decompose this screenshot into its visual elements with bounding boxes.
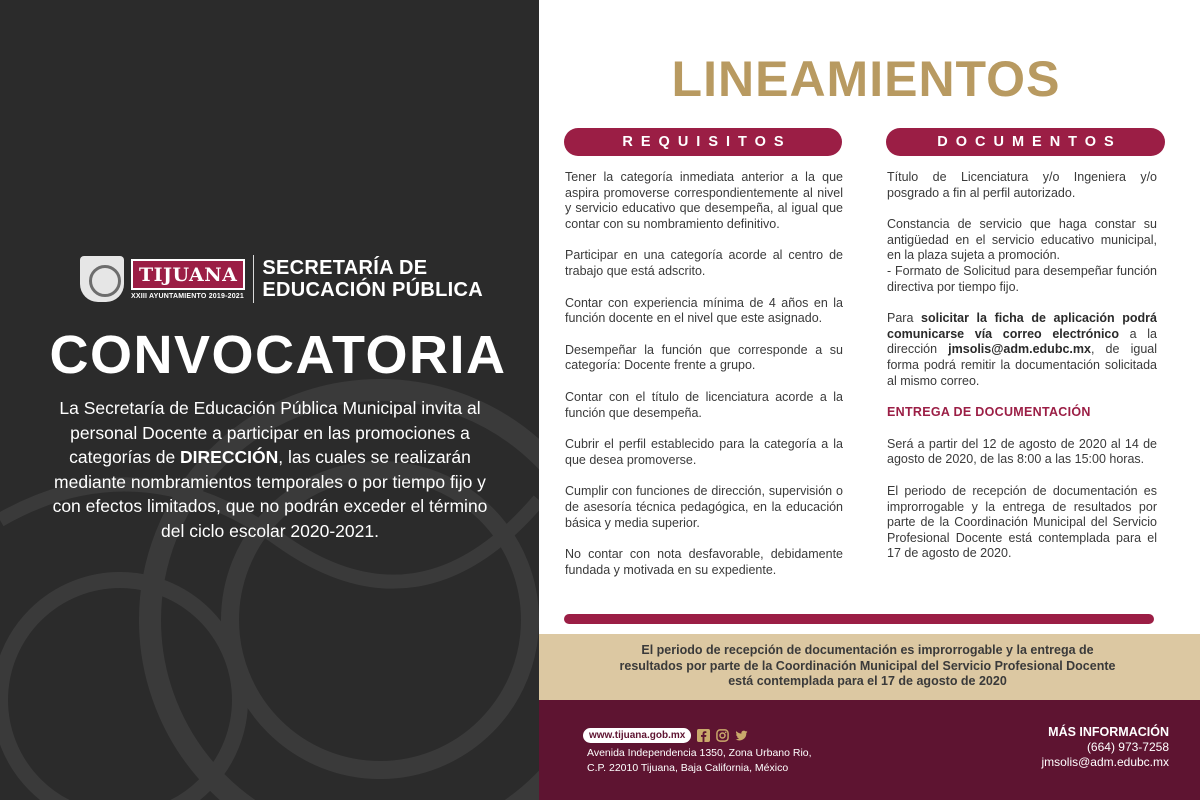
tijuana-logo — [80, 254, 483, 304]
address: Avenida Independencia 1350, Zona Urbano Rio, C.P. 22010 Tijuana, Baja California, México — [587, 747, 812, 774]
intro-paragraph: La Secretaría de Educación Pública Municipal invita al personal Docente a participar en las promociones a categorías de DIRECCIÓN, las cuales se realizarán mediante nombramientos temporales o por tiempo fijo y con efectos limitados, que no podrán exceder el término del ciclo escolar 2020-2021. — [52, 398, 488, 541]
footer-links — [583, 728, 748, 743]
footer — [539, 700, 1200, 800]
secretaria-title: SECRETARÍA DE EDUCACIÓN PÚBLICA — [262, 257, 484, 301]
twitter-icon[interactable] — [735, 729, 748, 742]
contact-info — [1041, 725, 1169, 770]
left-panel — [0, 0, 539, 800]
tijuana-wordmark: TIJUANA — [131, 259, 245, 290]
documento-item: Constancia de servicio que haga constar su antigüedad en el servicio educativo municipal, en la plaza sujeta a promoción. - Formato de Solicitud para desempeñar función directiva por tiempo fijo. — [887, 217, 1157, 294]
requisito-item: Participar en una categoría acorde al centro de trabajo que está adscrito. — [565, 248, 843, 278]
requisito-item: Contar con el título de licenciatura acorde a la función que desempeña. — [565, 389, 843, 420]
phone-number[interactable]: (664) 973-7258 — [1086, 740, 1169, 754]
requisito-item: Cumplir con funciones de dirección, supervisión o de asesoría técnica pedagógica, en la educación básica y media superior. — [565, 484, 843, 530]
requisito-item: Contar con experiencia mínima de 4 años en la función docente en el nivel que este asignado. — [565, 295, 843, 326]
facebook-icon[interactable] — [697, 729, 710, 742]
documento-item: Título de Licenciatura y/o Ingeniera y/o posgrado a fin al perfil autorizado. — [887, 170, 1157, 200]
contact-email-link[interactable]: jmsolis@adm.edubc.mx — [948, 342, 1091, 357]
divider-bar — [564, 614, 1154, 624]
requisito-item: Tener la categoría inmediata anterior a la que aspira promoverse correspondientemente al nivel y servicio educativo que desempeña, al igual que contar con su nombramiento definitivo. — [565, 170, 843, 231]
city-seal-icon — [80, 256, 124, 302]
lineamientos-title: LINEAMIENTOS — [671, 51, 1061, 107]
requisitos-list — [565, 170, 843, 594]
website-link[interactable]: www.tijuana.gob.mx — [583, 728, 691, 743]
logo-divider — [253, 255, 254, 303]
contact-paragraph: Para solicitar la ficha de aplicación podrá comunicarse vía correo electrónico a la dirección jmsolis@adm.edubc.mx, de igual forma podrá remitir la documentación solicitada al mismo correo. — [887, 311, 1157, 388]
info-heading: MÁS INFORMACIÓN — [1048, 725, 1169, 739]
footer-email[interactable]: jmsolis@adm.edubc.mx — [1041, 755, 1169, 769]
entrega-note: El periodo de recepción de documentación es improrrogable y la entrega de resultados por parte de la Coordinación Municipal del Servicio Profesional Docente está contemplada para el 17 de agosto de 2020. — [887, 483, 1157, 561]
documentos-header: DOCUMENTOS — [886, 128, 1165, 156]
entrega-heading: ENTREGA DE DOCUMENTACIÓN — [887, 405, 1091, 420]
requisito-item: No contar con nota desfavorable, debidamente fundada y motivada en su expediente. — [565, 547, 843, 577]
documentos-list — [887, 170, 1157, 578]
requisito-item: Cubrir el perfil establecido para la categoría a la que desea promoverse. — [565, 437, 843, 467]
requisito-item: Desempeñar la función que corresponde a su categoría: Docente frente a grupo. — [565, 342, 843, 373]
notice-band: El periodo de recepción de documentación es improrrogable y la entrega de resultados por parte de la Coordinación Municipal del Servicio Profesional Docente está contemplada para el 17 de agosto de 2020 — [539, 634, 1200, 700]
ayuntamiento-label: XXIII AYUNTAMIENTO 2019-2021 — [131, 292, 244, 300]
requisitos-header: REQUISITOS — [564, 128, 842, 156]
convocatoria-heading: CONVOCATORIA — [49, 325, 507, 385]
instagram-icon[interactable] — [716, 729, 729, 742]
entrega-dates: Será a partir del 12 de agosto de 2020 al 14 de agosto de 2020, de las 8:00 a las 15:00 horas. — [887, 436, 1157, 467]
